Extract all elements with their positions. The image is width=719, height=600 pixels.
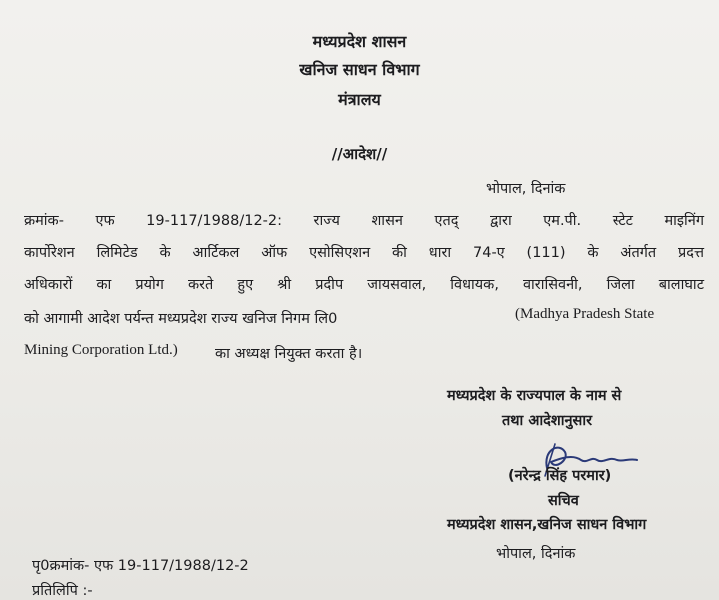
- body-line-1: क्रमांक- एफ 19-117/1988/12-2: राज्य शासन एतद् द्वारा एम.पी. स्टेट माइनिंग: [24, 213, 704, 229]
- signatory-department: मध्यप्रदेश शासन,खनिज साधन विभाग: [447, 517, 647, 533]
- order-title: //आदेश//: [331, 145, 388, 163]
- body-line-4-hindi: को आगामी आदेश पर्यन्त मध्यप्रदेश राज्य खनिज निगम लि0: [24, 311, 338, 327]
- place-date: भोपाल, दिनांक: [486, 181, 566, 197]
- signatory-name: (नरेन्द्र सिंह परमार): [508, 468, 612, 484]
- signature-place-date: भोपाल, दिनांक: [496, 546, 576, 562]
- copy-to-label: प्रतिलिपि :-: [32, 583, 93, 599]
- body-line-4-english: (Madhya Pradesh State: [515, 306, 655, 322]
- body-line-2: कार्पोरेशन लिमिटेड के आर्टिकल ऑफ एसोसिएशन की धारा 74-ए (111) के अंतर्गत प्रदत्त: [24, 245, 704, 261]
- endorsement-reference: पृ0क्रमांक- एफ 19-117/1988/12-2: [32, 558, 249, 574]
- signatory-designation: सचिव: [548, 493, 579, 509]
- header-ministry: मंत्रालय: [338, 90, 381, 109]
- header-government: मध्यप्रदेश शासन: [312, 32, 407, 51]
- by-order-line-2: तथा आदेशानुसार: [502, 413, 593, 429]
- body-line-5-hindi: का अध्यक्ष नियुक्त करता है।: [215, 346, 363, 362]
- by-order-line-1: मध्यप्रदेश के राज्यपाल के नाम से: [447, 388, 622, 404]
- body-line-5-english: Mining Corporation Ltd.): [24, 342, 178, 358]
- body-line-3: अधिकारों का प्रयोग करते हुए श्री प्रदीप जायसवाल, विधायक, वारासिवनी, जिला बालाघाट: [24, 277, 704, 293]
- header-department: खनिज साधन विभाग: [299, 60, 420, 79]
